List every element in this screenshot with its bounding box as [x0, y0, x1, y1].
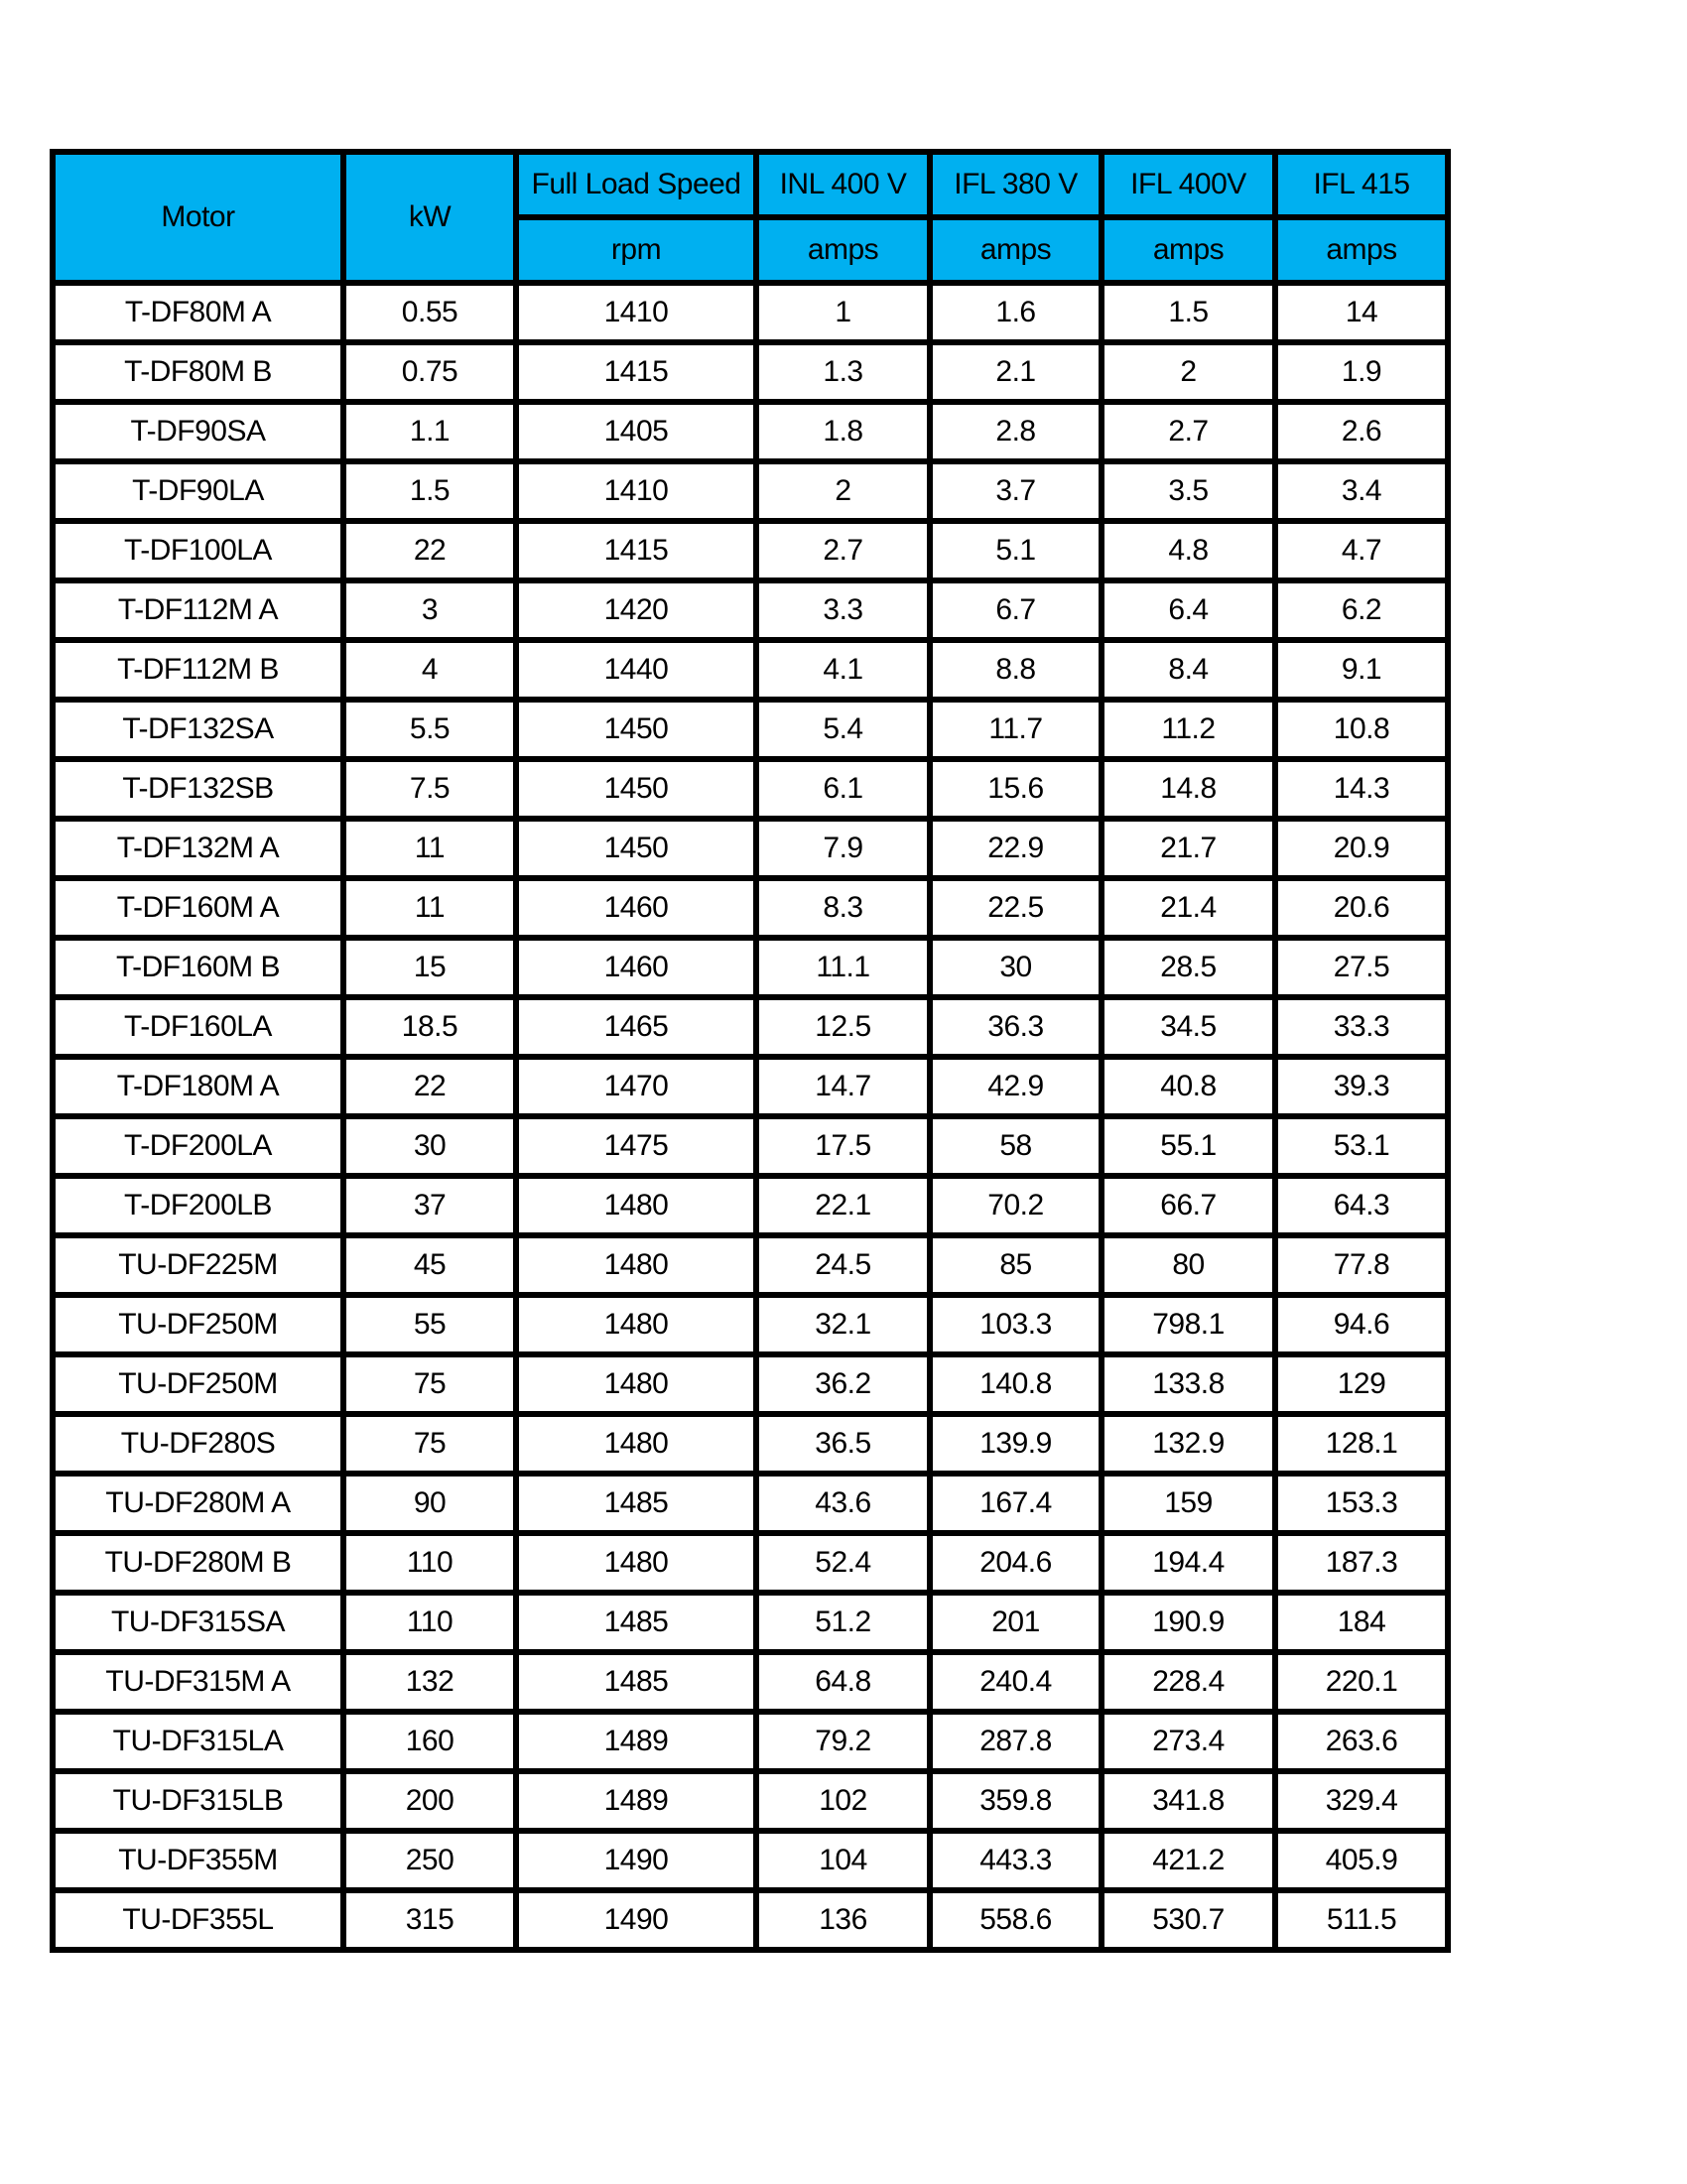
cell-ifl-400v: 530.7 [1102, 1890, 1275, 1950]
cell-motor: TU-DF315M A [53, 1652, 343, 1712]
header-inl-400v: INL 400 V [756, 152, 930, 217]
header-ifl-415: IFL 415 [1275, 152, 1448, 217]
cell-kw: 200 [343, 1771, 516, 1831]
cell-ifl-400v: 194.4 [1102, 1533, 1275, 1593]
cell-ifl-400v: 159 [1102, 1474, 1275, 1533]
cell-kw: 1.1 [343, 402, 516, 461]
cell-ifl-380v: 287.8 [930, 1712, 1102, 1771]
cell-inl-400v: 52.4 [756, 1533, 930, 1593]
cell-kw: 132 [343, 1652, 516, 1712]
cell-ifl-380v: 42.9 [930, 1057, 1102, 1116]
cell-kw: 7.5 [343, 759, 516, 819]
table-row [53, 283, 1448, 342]
cell-ifl-400v: 421.2 [1102, 1831, 1275, 1890]
cell-rpm: 1485 [516, 1474, 756, 1533]
header-row-labels [53, 152, 1448, 217]
cell-kw: 75 [343, 1414, 516, 1474]
cell-ifl-380v: 167.4 [930, 1474, 1102, 1533]
cell-motor: T-DF112M B [53, 640, 343, 700]
cell-inl-400v: 22.1 [756, 1176, 930, 1235]
cell-ifl-380v: 85 [930, 1235, 1102, 1295]
cell-motor: TU-DF315LA [53, 1712, 343, 1771]
cell-kw: 45 [343, 1235, 516, 1295]
cell-kw: 160 [343, 1712, 516, 1771]
cell-inl-400v: 14.7 [756, 1057, 930, 1116]
cell-inl-400v: 51.2 [756, 1593, 930, 1652]
cell-ifl-380v: 36.3 [930, 997, 1102, 1057]
cell-ifl-400v: 14.8 [1102, 759, 1275, 819]
table-row [53, 640, 1448, 700]
cell-kw: 1.5 [343, 461, 516, 521]
table-row [53, 1831, 1448, 1890]
cell-inl-400v: 7.9 [756, 819, 930, 878]
cell-motor: TU-DF280M A [53, 1474, 343, 1533]
cell-kw: 0.55 [343, 283, 516, 342]
cell-inl-400v: 11.1 [756, 938, 930, 997]
cell-ifl-380v: 58 [930, 1116, 1102, 1176]
cell-motor: TU-DF355M [53, 1831, 343, 1890]
cell-ifl-415: 64.3 [1275, 1176, 1448, 1235]
cell-kw: 110 [343, 1533, 516, 1593]
cell-rpm: 1480 [516, 1176, 756, 1235]
cell-ifl-400v: 55.1 [1102, 1116, 1275, 1176]
cell-ifl-415: 10.8 [1275, 700, 1448, 759]
cell-inl-400v: 64.8 [756, 1652, 930, 1712]
cell-ifl-380v: 30 [930, 938, 1102, 997]
motor-spec-table [50, 149, 1451, 1953]
cell-ifl-380v: 2.8 [930, 402, 1102, 461]
table-row [53, 1057, 1448, 1116]
cell-rpm: 1460 [516, 878, 756, 938]
cell-motor: T-DF90LA [53, 461, 343, 521]
cell-motor: T-DF100LA [53, 521, 343, 580]
table-row [53, 1712, 1448, 1771]
cell-inl-400v: 12.5 [756, 997, 930, 1057]
table-row [53, 1652, 1448, 1712]
cell-rpm: 1489 [516, 1712, 756, 1771]
unit-amps-ifl-400v: amps [1102, 217, 1275, 283]
table-header [53, 152, 1448, 283]
cell-ifl-415: 39.3 [1275, 1057, 1448, 1116]
header-ifl-400v: IFL 400V [1102, 152, 1275, 217]
table-row [53, 1414, 1448, 1474]
cell-ifl-415: 405.9 [1275, 1831, 1448, 1890]
cell-ifl-400v: 40.8 [1102, 1057, 1275, 1116]
cell-motor: T-DF160M B [53, 938, 343, 997]
cell-kw: 90 [343, 1474, 516, 1533]
cell-rpm: 1465 [516, 997, 756, 1057]
cell-kw: 18.5 [343, 997, 516, 1057]
cell-rpm: 1480 [516, 1414, 756, 1474]
cell-rpm: 1405 [516, 402, 756, 461]
cell-motor: T-DF180M A [53, 1057, 343, 1116]
cell-inl-400v: 43.6 [756, 1474, 930, 1533]
cell-ifl-415: 1.9 [1275, 342, 1448, 402]
cell-ifl-415: 187.3 [1275, 1533, 1448, 1593]
table-row [53, 1593, 1448, 1652]
cell-ifl-380v: 15.6 [930, 759, 1102, 819]
cell-ifl-415: 2.6 [1275, 402, 1448, 461]
cell-kw: 3 [343, 580, 516, 640]
cell-kw: 11 [343, 878, 516, 938]
table-row [53, 580, 1448, 640]
unit-amps-inl-400v: amps [756, 217, 930, 283]
cell-kw: 30 [343, 1116, 516, 1176]
cell-motor: TU-DF250M [53, 1295, 343, 1354]
cell-motor: T-DF132SB [53, 759, 343, 819]
table-row [53, 521, 1448, 580]
cell-inl-400v: 8.3 [756, 878, 930, 938]
cell-motor: T-DF132SA [53, 700, 343, 759]
cell-inl-400v: 104 [756, 1831, 930, 1890]
cell-ifl-415: 20.6 [1275, 878, 1448, 938]
cell-ifl-380v: 11.7 [930, 700, 1102, 759]
table-row [53, 1116, 1448, 1176]
table-row [53, 1771, 1448, 1831]
cell-kw: 55 [343, 1295, 516, 1354]
cell-ifl-400v: 190.9 [1102, 1593, 1275, 1652]
cell-ifl-415: 6.2 [1275, 580, 1448, 640]
header-kw: kW [343, 152, 516, 283]
cell-ifl-415: 94.6 [1275, 1295, 1448, 1354]
cell-inl-400v: 5.4 [756, 700, 930, 759]
cell-motor: T-DF80M A [53, 283, 343, 342]
cell-rpm: 1485 [516, 1593, 756, 1652]
cell-ifl-400v: 133.8 [1102, 1354, 1275, 1414]
cell-ifl-415: 129 [1275, 1354, 1448, 1414]
cell-ifl-400v: 798.1 [1102, 1295, 1275, 1354]
cell-ifl-415: 3.4 [1275, 461, 1448, 521]
cell-ifl-380v: 8.8 [930, 640, 1102, 700]
table-body [53, 283, 1448, 1950]
cell-kw: 15 [343, 938, 516, 997]
cell-inl-400v: 6.1 [756, 759, 930, 819]
cell-ifl-400v: 2.7 [1102, 402, 1275, 461]
table-row [53, 461, 1448, 521]
cell-ifl-415: 128.1 [1275, 1414, 1448, 1474]
cell-ifl-415: 14 [1275, 283, 1448, 342]
cell-kw: 5.5 [343, 700, 516, 759]
cell-ifl-400v: 80 [1102, 1235, 1275, 1295]
cell-ifl-380v: 240.4 [930, 1652, 1102, 1712]
cell-ifl-415: 33.3 [1275, 997, 1448, 1057]
cell-rpm: 1480 [516, 1295, 756, 1354]
cell-motor: TU-DF280M B [53, 1533, 343, 1593]
cell-rpm: 1415 [516, 342, 756, 402]
cell-rpm: 1450 [516, 759, 756, 819]
header-ifl-380v: IFL 380 V [930, 152, 1102, 217]
cell-ifl-415: 27.5 [1275, 938, 1448, 997]
cell-inl-400v: 1.3 [756, 342, 930, 402]
cell-ifl-400v: 273.4 [1102, 1712, 1275, 1771]
cell-kw: 22 [343, 521, 516, 580]
table-row [53, 997, 1448, 1057]
cell-inl-400v: 136 [756, 1890, 930, 1950]
cell-ifl-400v: 21.4 [1102, 878, 1275, 938]
cell-ifl-415: 77.8 [1275, 1235, 1448, 1295]
cell-ifl-400v: 28.5 [1102, 938, 1275, 997]
cell-motor: T-DF200LB [53, 1176, 343, 1235]
cell-ifl-380v: 3.7 [930, 461, 1102, 521]
table-row [53, 938, 1448, 997]
table-row [53, 1354, 1448, 1414]
table-row [53, 759, 1448, 819]
cell-ifl-400v: 8.4 [1102, 640, 1275, 700]
cell-rpm: 1485 [516, 1652, 756, 1712]
table-row [53, 878, 1448, 938]
header-full-load-speed: Full Load Speed [516, 152, 756, 217]
cell-inl-400v: 1.8 [756, 402, 930, 461]
cell-ifl-415: 184 [1275, 1593, 1448, 1652]
cell-inl-400v: 3.3 [756, 580, 930, 640]
cell-ifl-400v: 228.4 [1102, 1652, 1275, 1712]
cell-ifl-380v: 140.8 [930, 1354, 1102, 1414]
cell-inl-400v: 36.5 [756, 1414, 930, 1474]
header-motor: Motor [53, 152, 343, 283]
cell-ifl-380v: 359.8 [930, 1771, 1102, 1831]
cell-rpm: 1475 [516, 1116, 756, 1176]
table-row [53, 342, 1448, 402]
cell-ifl-415: 220.1 [1275, 1652, 1448, 1712]
cell-motor: T-DF200LA [53, 1116, 343, 1176]
cell-ifl-415: 53.1 [1275, 1116, 1448, 1176]
cell-ifl-380v: 6.7 [930, 580, 1102, 640]
cell-rpm: 1440 [516, 640, 756, 700]
cell-ifl-380v: 204.6 [930, 1533, 1102, 1593]
cell-rpm: 1410 [516, 461, 756, 521]
cell-rpm: 1450 [516, 700, 756, 759]
cell-ifl-415: 153.3 [1275, 1474, 1448, 1533]
table-row [53, 402, 1448, 461]
cell-kw: 250 [343, 1831, 516, 1890]
cell-ifl-400v: 132.9 [1102, 1414, 1275, 1474]
unit-rpm: rpm [516, 217, 756, 283]
cell-rpm: 1480 [516, 1533, 756, 1593]
cell-rpm: 1410 [516, 283, 756, 342]
unit-amps-ifl-415: amps [1275, 217, 1448, 283]
cell-ifl-415: 329.4 [1275, 1771, 1448, 1831]
cell-ifl-380v: 201 [930, 1593, 1102, 1652]
cell-ifl-400v: 341.8 [1102, 1771, 1275, 1831]
cell-ifl-380v: 103.3 [930, 1295, 1102, 1354]
cell-rpm: 1480 [516, 1354, 756, 1414]
cell-ifl-415: 9.1 [1275, 640, 1448, 700]
cell-ifl-400v: 6.4 [1102, 580, 1275, 640]
cell-kw: 4 [343, 640, 516, 700]
cell-inl-400v: 2.7 [756, 521, 930, 580]
cell-motor: T-DF80M B [53, 342, 343, 402]
cell-ifl-380v: 139.9 [930, 1414, 1102, 1474]
cell-motor: TU-DF225M [53, 1235, 343, 1295]
cell-kw: 11 [343, 819, 516, 878]
table-row [53, 1235, 1448, 1295]
cell-ifl-400v: 11.2 [1102, 700, 1275, 759]
table-row [53, 700, 1448, 759]
cell-rpm: 1415 [516, 521, 756, 580]
cell-inl-400v: 24.5 [756, 1235, 930, 1295]
cell-ifl-380v: 22.9 [930, 819, 1102, 878]
cell-rpm: 1420 [516, 580, 756, 640]
unit-amps-ifl-380v: amps [930, 217, 1102, 283]
cell-ifl-400v: 4.8 [1102, 521, 1275, 580]
table-row [53, 1890, 1448, 1950]
cell-inl-400v: 4.1 [756, 640, 930, 700]
cell-ifl-400v: 34.5 [1102, 997, 1275, 1057]
cell-motor: T-DF132M A [53, 819, 343, 878]
cell-ifl-415: 14.3 [1275, 759, 1448, 819]
cell-rpm: 1460 [516, 938, 756, 997]
cell-inl-400v: 36.2 [756, 1354, 930, 1414]
cell-rpm: 1470 [516, 1057, 756, 1116]
cell-motor: T-DF112M A [53, 580, 343, 640]
table-row [53, 1533, 1448, 1593]
cell-kw: 0.75 [343, 342, 516, 402]
cell-inl-400v: 32.1 [756, 1295, 930, 1354]
cell-ifl-415: 511.5 [1275, 1890, 1448, 1950]
cell-rpm: 1450 [516, 819, 756, 878]
cell-ifl-380v: 558.6 [930, 1890, 1102, 1950]
cell-motor: TU-DF355L [53, 1890, 343, 1950]
cell-inl-400v: 102 [756, 1771, 930, 1831]
cell-rpm: 1480 [516, 1235, 756, 1295]
cell-ifl-400v: 2 [1102, 342, 1275, 402]
cell-ifl-380v: 443.3 [930, 1831, 1102, 1890]
cell-motor: TU-DF315LB [53, 1771, 343, 1831]
cell-ifl-400v: 1.5 [1102, 283, 1275, 342]
cell-motor: TU-DF250M [53, 1354, 343, 1414]
cell-rpm: 1490 [516, 1890, 756, 1950]
table-row [53, 819, 1448, 878]
cell-ifl-380v: 70.2 [930, 1176, 1102, 1235]
cell-motor: TU-DF315SA [53, 1593, 343, 1652]
cell-ifl-415: 20.9 [1275, 819, 1448, 878]
cell-ifl-415: 4.7 [1275, 521, 1448, 580]
cell-rpm: 1490 [516, 1831, 756, 1890]
cell-motor: T-DF90SA [53, 402, 343, 461]
cell-ifl-380v: 22.5 [930, 878, 1102, 938]
cell-ifl-380v: 2.1 [930, 342, 1102, 402]
table-row [53, 1295, 1448, 1354]
cell-kw: 110 [343, 1593, 516, 1652]
cell-motor: T-DF160M A [53, 878, 343, 938]
cell-kw: 37 [343, 1176, 516, 1235]
cell-ifl-380v: 1.6 [930, 283, 1102, 342]
cell-inl-400v: 17.5 [756, 1116, 930, 1176]
cell-ifl-400v: 21.7 [1102, 819, 1275, 878]
cell-motor: TU-DF280S [53, 1414, 343, 1474]
cell-kw: 75 [343, 1354, 516, 1414]
cell-rpm: 1489 [516, 1771, 756, 1831]
cell-inl-400v: 79.2 [756, 1712, 930, 1771]
table-row [53, 1474, 1448, 1533]
cell-ifl-415: 263.6 [1275, 1712, 1448, 1771]
table-row [53, 1176, 1448, 1235]
cell-kw: 315 [343, 1890, 516, 1950]
cell-ifl-380v: 5.1 [930, 521, 1102, 580]
cell-inl-400v: 2 [756, 461, 930, 521]
cell-motor: T-DF160LA [53, 997, 343, 1057]
cell-ifl-400v: 66.7 [1102, 1176, 1275, 1235]
cell-inl-400v: 1 [756, 283, 930, 342]
cell-ifl-400v: 3.5 [1102, 461, 1275, 521]
cell-kw: 22 [343, 1057, 516, 1116]
